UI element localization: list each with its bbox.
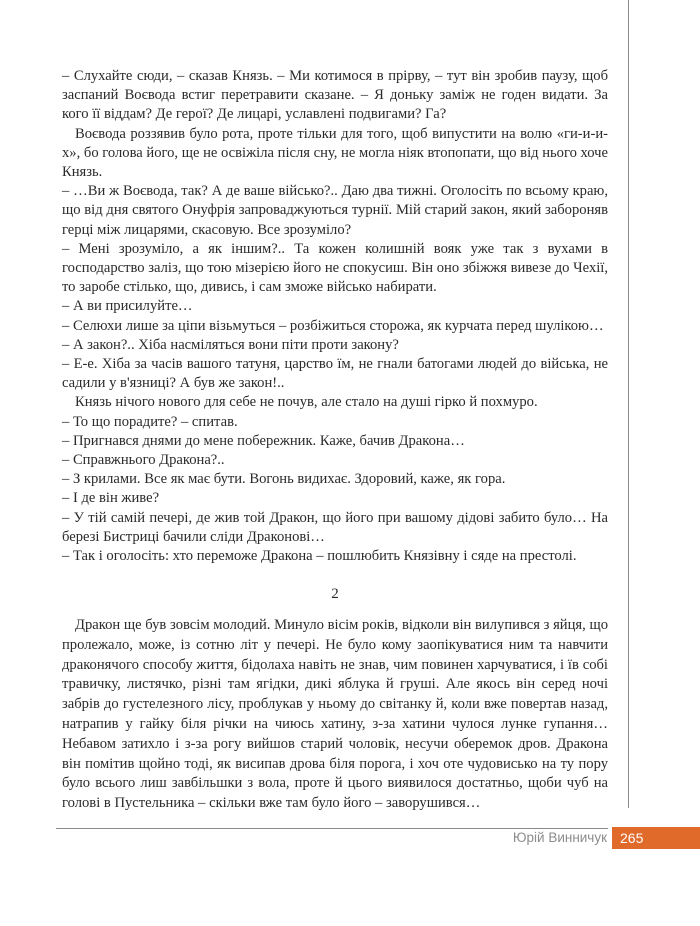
- dialogue-section: [62, 67, 608, 566]
- dialogue-paragraph: – Справжнього Дракона?..: [62, 452, 225, 469]
- dialogue-paragraph: – Так і оголосіть: хто переможе Дракона – пошлюбить Князівну і сяде на престолі.: [62, 548, 577, 565]
- dialogue-paragraph: – …Ви ж Воєвода, так? А де ваше військо?.. Даю два тижні. Оголосіть по всьому краю, що від дня святого Онуфрія запроваджуються турнії. Мій старий закон, який забороняв герці між лицарями, скасовую. Все зрозуміло?: [62, 183, 608, 238]
- dialogue-paragraph: – А ви присилуйте…: [62, 298, 193, 315]
- dialogue-paragraph: – Слухайте сюди, – сказав Князь. – Ми котимося в прірву, – тут він зробив паузу, щоб заспаний Воєвода встиг перетравити сказане. – Я доньку заміж не годен видати. За кого її віддам? Де герої? Де лицарі, уславлені подвигами? Га?: [62, 68, 608, 123]
- dialogue-paragraph: – Селюхи лише за ціпи візьмуться – розбіжиться сторожа, як курчата перед шулікою…: [62, 317, 604, 334]
- dialogue-paragraph: Князь нічого нового для себе не почув, але стало на душі гірко й похмуро.: [75, 394, 538, 411]
- dialogue-paragraph: Воєвода роззявив було рота, проте тільки для того, щоб випустити на волю «ги-и-и-х», бо голова його, ще не освіжіла після сну, не могла ніяк втопопати, що від нього хоче Князь.: [62, 125, 609, 181]
- page-edge-rule: [628, 0, 629, 808]
- dialogue-paragraph: – З крилами. Все як має бути. Вогонь видихає. Здоровий, каже, як гора.: [62, 471, 506, 488]
- dialogue-paragraph: – У тій самій печері, де жив той Дракон, що його при вашому дідові забито було… На березі Бистриці бачили сліди Драконові…: [62, 509, 608, 545]
- footer-author: Юрій Винничук: [512, 830, 607, 845]
- dialogue-paragraph: – Мені зрозуміло, а як іншим?.. Та кожен колишній вояк уже так з вухами в господарство заліз, що тою мізерією його не спокусиш. Він оно збіжжя вивезе до Чехії, то заробе стілько, що, дивись, і сам зможе військо набирати.: [62, 240, 608, 296]
- dialogue-paragraph: – То що порадите? – спитав.: [62, 413, 238, 430]
- chapter-paragraph: Дракон ще був зовсім молодий. Минуло вісім років, відколи він вилупився з яйця, що пролежало, може, із сотню літ у печері. Не було кому заопікуватися ним та навчити драконячого способу життя, бідолаха навіть не знав, чим повинен харчуватися, і їв собі травичку, листячко, різні там ягідки, дикі яблука й груші. Але якось він серед ночі забрів до густелезного лісу, проблукав у ньому до світанку й, коли вже повертав назад, натрапив у гайку біля річки на чиюсь хатину, з-за хатини чулося лунке гупання… Небавом затихло і з-за рогу вийшов старий чоловік, несучи оберемок дров. Дракона він помітив щойно тоді, як висипав дрова біля порога, і хоч оте чудовисько на ту пору було всього лиш завбільшки з вола, проте й цього виявилося достатньо, щоби чуб на голові в Пустельника – скільки вже там було його – заворушився…: [62, 617, 608, 812]
- dialogue-paragraph: – А закон?.. Хіба насміляться вони піти проти закону?: [62, 336, 399, 353]
- chapter-number: 2: [331, 586, 339, 602]
- page-number: 265: [612, 827, 700, 849]
- dialogue-paragraph: – Пригнався днями до мене побережник. Каже, бачив Дракона…: [62, 432, 465, 449]
- dialogue-paragraph: – Е-е. Хіба за часів вашого татуня, царство їм, не гнали батогами людей до війська, не садили у в'язниці? А був же закон!..: [62, 356, 608, 392]
- chapter-body: [62, 616, 608, 814]
- dialogue-paragraph: – І де він живе?: [62, 490, 160, 507]
